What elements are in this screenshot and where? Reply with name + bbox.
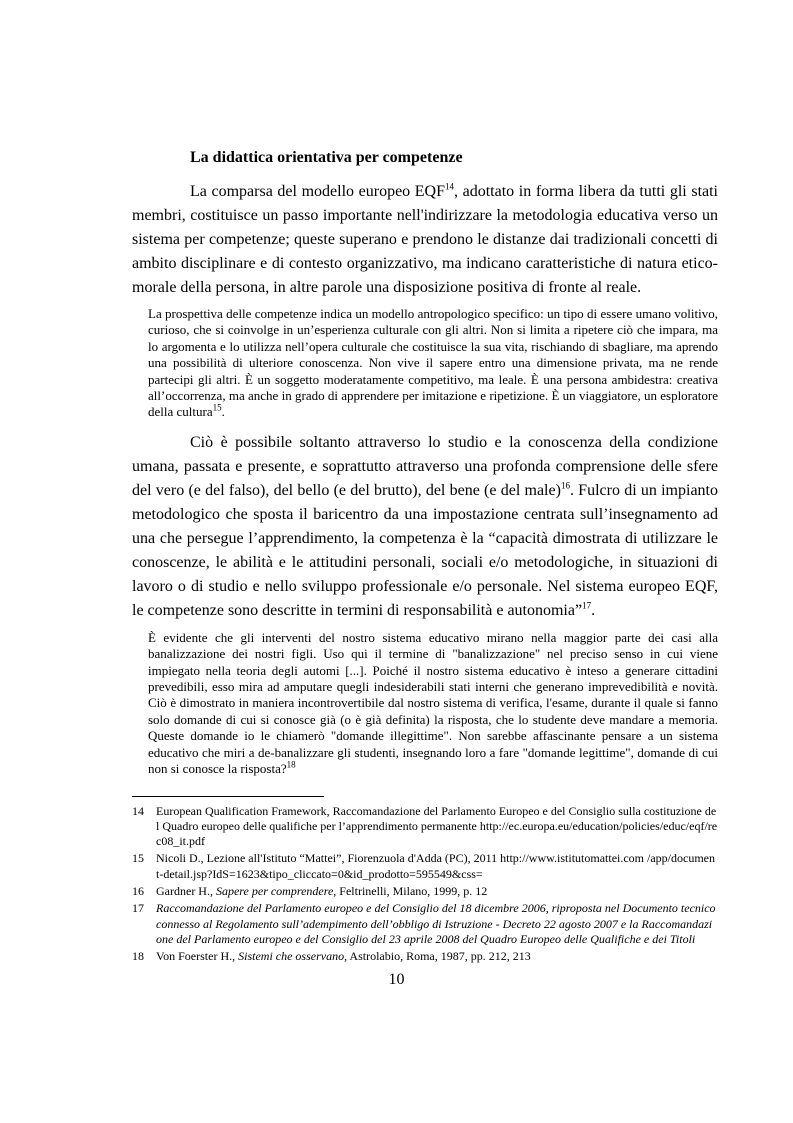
footnote-ref-17[interactable]: 17	[582, 600, 592, 611]
paragraph-2-text-b: . Fulcro di un impianto metodologico che sposta il baricentro da una impostazione centrata sull’insegnamento ad una che persegue l’apprendimento, la competenza è la “capacità dimostrata di utilizzare le conoscenze, le abilità e le attitudini personali, sociali e/o metodologiche, in situazioni di lavoro o di studio e nello sviluppo professionale e/o personale. Nel sistema europeo EQF, le competenze sono descritte in termini di responsabilità e autonomia”	[132, 481, 718, 619]
block-quote-1-text: La prospettiva delle competenze indica un modello antropologico specifico: un tipo di essere umano volitivo, curioso, che si coinvolge in un’esperienza culturale con gli altri. Non si limita a ripetere ciò che impara, ma lo argomenta e lo utilizza nell’opera culturale che costituisce la sua vita, rischiando di sbagliare, ma aprendo una possibilità di ulteriore conoscenza. Non vive il sapere entro una dimensione privata, ma ne rende partecipi gli altri. È un soggetto moderatamente competitivo, ma leale. È una persona ambidestra: creativa all’occorrenza, ma anche in grado di apprendere per imitazione e ripetizione. È un viaggiatore, un esploratore della cultura	[148, 306, 718, 420]
footnote-title: Raccomandazione del Parlamento europeo e del Consiglio del 18 dicembre 2006, riproposta nel Documento tecnico connesso al Regolamento sull’adempimento dell’obbligo di Istruzione - Decreto 22 agosto 2007 e la Raccomandazione del Parlamento europeo e del Consiglio del 23 aprile 2008 del Quadro Europeo delle Qualifiche e dei Titoli	[156, 901, 716, 946]
page-number: 10	[388, 971, 405, 988]
footnote-17	[132, 901, 718, 947]
footnote-number: 15	[132, 851, 144, 866]
footnote-ref-15[interactable]: 15	[212, 403, 222, 414]
paragraph-2	[132, 431, 718, 623]
block-quote-1-end: .	[221, 404, 225, 420]
footnote-ref-14[interactable]: 14	[445, 181, 455, 192]
footnote-number: 14	[132, 803, 144, 818]
paragraph-1-text-a: La comparsa del modello europeo EQF	[190, 183, 446, 200]
section-heading: La didattica orientativa per competenze	[190, 149, 463, 166]
footnote-number: 16	[132, 883, 144, 898]
footnote-text	[156, 884, 718, 899]
footnote-15	[132, 851, 718, 882]
footnote-ref-18[interactable]: 18	[286, 759, 296, 770]
footnote-18	[132, 949, 718, 964]
footnote-separator	[132, 796, 324, 797]
footnote-text: European Qualification Framework, Raccomandazione del Parlamento Europeo e del Consiglio sulla costituzione del Quadro europeo delle qualifiche per l’apprendimento permanente http://ec.europa.eu/education/policies/educ/eqf/rec08_it.pdf	[156, 803, 718, 849]
footnote-publisher: , Feltrinelli, Milano, 1999, p. 12	[333, 883, 488, 898]
footnote-14	[132, 804, 718, 850]
paragraph-2-text-a: Ciò è possibile soltanto attraverso lo studio e la conoscenza della condizione umana, passata e presente, e soprattutto attraverso una profonda comprensione delle sfere del vero (e del falso), del bello (e del brutto), del bene (e del male)	[132, 433, 718, 499]
block-quote-2-text: È evidente che gli interventi del nostro sistema educativo mirano nella maggior parte dei casi alla banalizzazione dei nostri figli. Uso qui il termine di "banalizzazione" nel preciso senso in cui viene impiegato nella teoria degli automi [...]. Poiché il nostro sistema educativo è inteso a generare cittadini prevedibili, esso mira ad amputare quegli indesiderabili stati interni che generano imprevedibilità e novità. Ciò è dimostrato in maniera incontrovertibile dal nostro sistema di verifica, l'esame, durante il quale si fanno solo domande di cui si conosce già (o è già definita) la risposta, che lo studente deve mandare a memoria. Queste domande io le chiamerò "domande illegittime". Non sarebbe affascinante pensare a un sistema educativo che miri a de-banalizzare gli studenti, insegnando loro a fare "domande legittime", domande di cui non si conosce la risposta?	[148, 629, 718, 777]
block-quote-1	[148, 306, 718, 421]
paragraph-1-text-b: , adottato in forma libera da tutti gli stati membri, costituisce un passo importante nell'indirizzare la metodologia educativa verso un sistema per competenze; queste superano e prendono le distanze dai tradizionali concetti di ambito disciplinare e di contesto organizzativo, ma indicano caratteristiche di natura etico-morale della persona, in altre parole una disposizione positiva di fronte al reale.	[132, 183, 719, 296]
block-quote-2	[148, 630, 718, 778]
footnote-ref-16[interactable]: 16	[560, 480, 570, 491]
footnote-publisher: , Astrolabio, Roma, 1987, pp. 212, 213	[344, 949, 531, 964]
footnote-author: Von Foerster H.,	[156, 949, 239, 964]
page-content	[132, 147, 718, 966]
paragraph-1	[132, 180, 718, 300]
paragraph-2-text-c: .	[591, 601, 596, 619]
footnote-text: Nicoli D., Lezione all'Istituto “Mattei”, Fiorenzuola d'Adda (PC), 2011 http://www.istitutomattei.com /app/document-detail.jsp?IdS=1623&tipo_cliccato=0&id_prodotto=595549&css=	[156, 851, 715, 881]
footnote-title: Sapere per comprendere	[215, 883, 334, 898]
footnotes	[132, 804, 718, 965]
footnote-author: Gardner H.,	[156, 883, 216, 898]
footnote-number: 17	[132, 901, 144, 916]
footnote-number: 18	[132, 949, 144, 964]
footnote-16	[132, 884, 718, 899]
footnote-text	[156, 949, 718, 964]
footnote-text	[156, 901, 718, 947]
footnote-title: Sistemi che osservano	[238, 949, 345, 964]
